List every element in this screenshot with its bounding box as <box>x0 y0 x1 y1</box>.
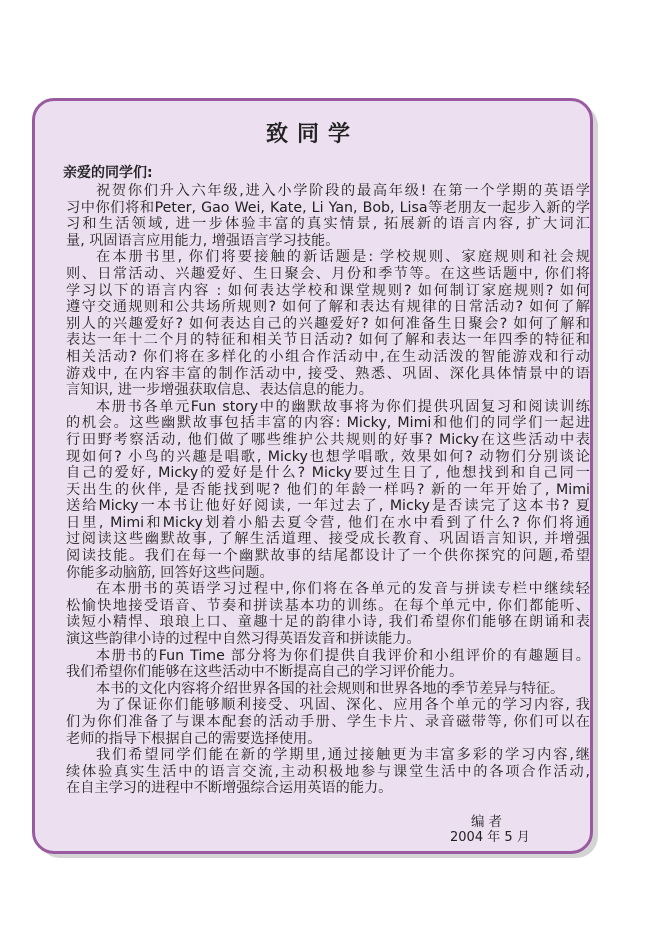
paragraph-line: 在自主学习的进程中不断增强综合运用英语的能力。 <box>66 780 393 797</box>
paragraph-line: 学习以下的语言内容 : 如何表达学校和课堂规则? 如何制订家庭规则? 如何 <box>66 282 590 299</box>
paragraph-line: 过阅读这些幽默故事, 了解生活道理、接受成长教育、巩固语言知识, 并增强 <box>66 531 590 548</box>
paragraph-line: 言知识, 进一步增强获取信息、表达信息的能力。 <box>66 382 373 399</box>
page-title: 致同学 <box>265 122 359 147</box>
paragraph <box>66 581 590 647</box>
paragraph-line: 你能多动脑筋, 回答好这些问题。 <box>66 564 274 581</box>
signature: 编者 <box>471 814 506 830</box>
paragraph-line: 松愉快地接受语音、节奏和拼读基本功的训练。在每个单元中, 你们都能听、 <box>66 597 590 614</box>
paragraph-line: 行田野考察活动, 他们做了哪些维护公共规则的好事? Micky在这些活动中表 <box>66 431 590 448</box>
paragraph <box>66 648 590 681</box>
letter-card <box>32 98 593 854</box>
paragraph-line: 在本册书里, 你们将要接触的新话题是: 学校规则、家庭规则和社会规 <box>96 249 590 266</box>
paragraph-line: 的机会。这些幽默故事包括丰富的内容: Micky, Mimi和他们的同学们一起进 <box>66 415 590 432</box>
date: 2004 年 5 月 <box>450 830 530 845</box>
paragraph-line: 则、日常活动、兴趣爱好、生日聚会、月份和季节等。在这些话题中, 你们将 <box>66 265 590 282</box>
paragraph-line: 我们希望同学们能在新的学期里,通过接触更为丰富多彩的学习内容,继 <box>96 747 590 764</box>
paragraph <box>66 183 590 249</box>
paragraph <box>66 681 590 698</box>
paragraph-line: 自己的爱好, Micky的爱好是什么? Micky要过生日了, 他想找到和自己同一 <box>66 465 590 482</box>
paragraph-line: 老师的指导下根据自己的需要选择使用。 <box>66 730 322 747</box>
letter-body <box>66 183 590 797</box>
paragraph-line: 别人的兴趣爱好? 如何表达自己的兴趣爱好? 如何准备生日聚会? 如何了解和 <box>66 315 590 332</box>
paragraph-line: 习和生活领域, 进一步体验丰富的真实情景, 拓展新的语言内容, 扩大词汇 <box>66 216 590 233</box>
paragraph-line: 现如何? 小鸟的兴趣是唱歌, Micky也想学唱歌, 效果如何? 动物们分别谈论 <box>66 448 590 465</box>
paragraph-line: 天出生的伙伴, 是否能找到呢? 他们的年龄一样吗? 新的一年开始了, Mimi <box>66 481 590 498</box>
paragraph-line: 习中你们将和Peter, Gao Wei, Kate, Li Yan, Bob, Lisa等老朋友一起步入新的学 <box>66 199 590 216</box>
paragraph-line: 在本册书的英语学习过程中,你们将在各单元的发音与拼读专栏中继续轻 <box>96 581 590 598</box>
paragraph <box>66 249 590 398</box>
paragraph <box>66 697 590 747</box>
paragraph-line: 表达一年十二个月的特征和相关节日活动? 如何了解和表达一年四季的特征和 <box>66 332 590 349</box>
paragraph-line: 游戏中, 在内容丰富的制作活动中, 接受、熟悉、巩固、深化具体情景中的语 <box>66 365 590 382</box>
paragraph <box>66 747 590 797</box>
paragraph-line: 遵守交通规则和公共场所规则? 如何了解和表达有规律的日常活动? 如何了解 <box>66 299 590 316</box>
paragraph-line: 演这些韵律小诗的过程中自然习得英语发音和拼读能力。 <box>66 631 421 648</box>
paragraph-line: 们为你们准备了与课本配套的活动手册、学生卡片、录音磁带等, 你们可以在 <box>66 714 590 730</box>
paragraph-line: 本册书各单元Fun story中的幽默故事将为你们提供巩固复习和阅读训练 <box>96 398 590 415</box>
paragraph-line: 阅读技能。我们在每一个幽默故事的结尾都设计了一个供你探究的问题,希望 <box>66 548 590 565</box>
paragraph-line: 续体验真实生活中的语言交流,主动积极地参与课堂生活中的各项合作活动, <box>66 763 590 780</box>
paragraph-line: 送给Micky一本书让他好好阅读, 一年过去了, Micky是否读完了这本书? 夏 <box>66 498 590 515</box>
paragraph-line: 日里, Mimi和Micky划着小船去夏令营, 他们在水中看到了什么? 你们将通 <box>66 514 590 531</box>
paragraph-line: 量, 巩固语言应用能力, 增强语言学习技能。 <box>66 232 340 249</box>
paragraph-line: 本册书的Fun Time 部分将为你们提供自我评价和小组评价的有趣题目。 <box>96 647 590 664</box>
paragraph-line: 相关活动? 你们将在多样化的小组合作活动中,在生动活泼的智能游戏和行动 <box>66 348 590 365</box>
greeting: 亲爱的同学们: <box>63 165 153 181</box>
paragraph-line: 祝贺你们升入六年级,进入小学阶段的最高年级! 在第一个学期的英语学 <box>96 183 590 199</box>
paragraph-line: 本书的文化内容将介绍世界各国的社会规则和世界各地的季节差异与特征。 <box>96 680 565 697</box>
paragraph-line: 为了保证你们能够顺利接受、巩固、深化、应用各个单元的学习内容, 我 <box>96 697 590 714</box>
paragraph-line: 读短小精悍、琅琅上口、童趣十足的韵律小诗, 我们希望你们能够在朗诵和表 <box>66 614 590 631</box>
paragraph-line: 我们希望你们能够在这些活动中不断提高自己的学习评价能力。 <box>66 664 464 681</box>
paragraph <box>66 399 590 582</box>
